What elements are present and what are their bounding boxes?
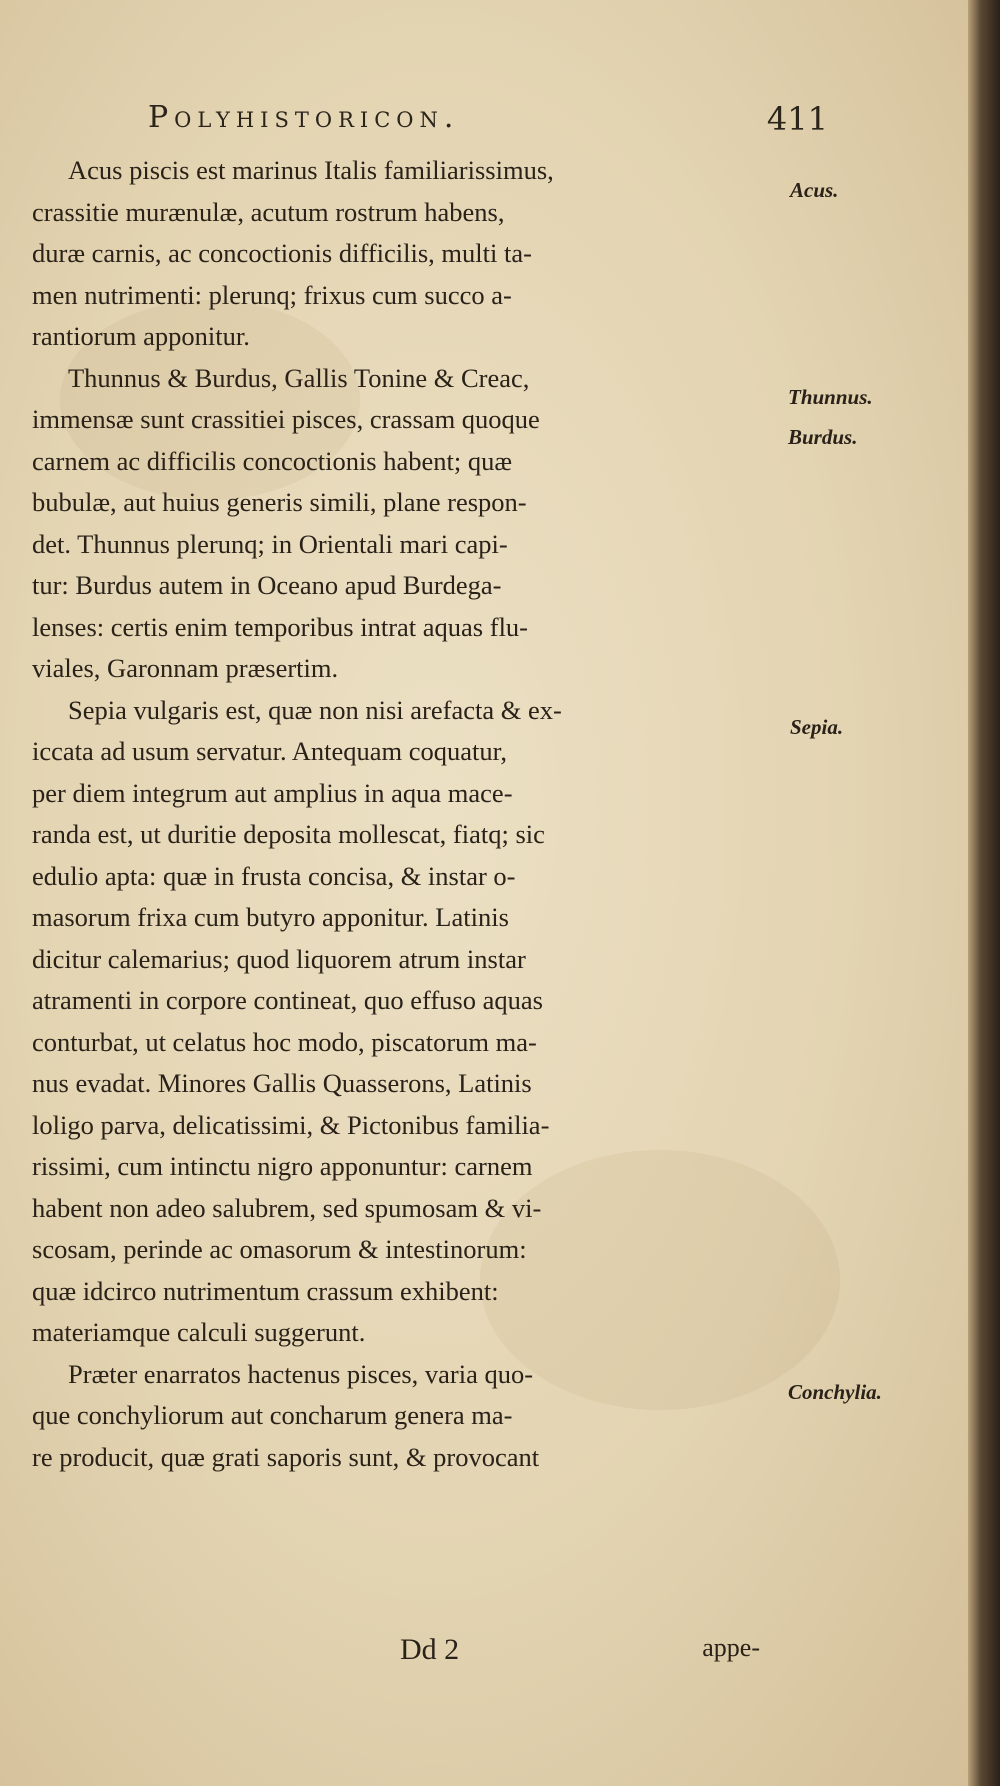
text-line: re producit, quæ grati saporis sunt, & provocant xyxy=(32,1441,540,1472)
catchword: appe- xyxy=(702,1633,760,1662)
text-line: tur: Burdus autem in Oceano apud Burdega- xyxy=(32,570,502,600)
text-line: iccata ad usum servatur. Antequam coquatur, xyxy=(32,736,508,766)
margin-note-conchylia: Conchylia. xyxy=(788,1380,882,1404)
text-line: randa est, ut duritie deposita mollescat, fiatq; sic xyxy=(32,819,545,849)
text-line: men nutrimenti: plerunq; frixus cum succo a- xyxy=(32,279,512,310)
text-line: rantiorum apponitur. xyxy=(32,321,250,351)
text-line: conturbat, ut celatus hoc modo, piscatorum ma- xyxy=(32,1026,537,1057)
text-line: masorum frixa cum butyro apponitur. Latinis xyxy=(32,902,509,932)
text-line: scosam, perinde ac omasorum & intestinorum: xyxy=(32,1234,527,1264)
text-line: atramenti in corpore contineat, quo effuso aquas xyxy=(32,985,543,1015)
text-line: edulio apta: quæ in frusta concisa, & instar o- xyxy=(32,860,516,891)
text-line: duræ carnis, ac concoctionis difficilis, multi ta- xyxy=(32,238,532,268)
text-line: materiamque calculi suggerunt. xyxy=(32,1317,366,1347)
page-number: 411 xyxy=(766,100,828,138)
text-line: per diem integrum aut amplius in aqua mace- xyxy=(32,777,513,808)
margin-note-thunnus: Thunnus. xyxy=(788,385,873,409)
signature-mark: Dd 2 xyxy=(400,1633,460,1666)
text-line: carnem ac difficilis concoctionis habent; quæ xyxy=(32,445,513,476)
text-line: crassitie murænulæ, acutum rostrum habens, xyxy=(32,196,505,227)
text-line: nus evadat. Minores Gallis Quasserons, Latinis xyxy=(32,1068,532,1098)
text-line: Thunnus & Burdus, Gallis Tonine & Creac, xyxy=(68,362,530,393)
text-line: Acus piscis est marinus Italis familiarissimus, xyxy=(68,155,554,185)
text-line: que conchyliorum aut concharum genera ma- xyxy=(32,1400,513,1430)
margin-note-sepia: Sepia. xyxy=(790,715,844,739)
text-line: immensæ sunt crassitiei pisces, crassam quoque xyxy=(32,404,540,434)
text-line: viales, Garonnam præsertim. xyxy=(32,653,339,683)
text-line: bubulæ, aut huius generis simili, plane respon- xyxy=(32,487,527,517)
text-line: habent non adeo salubrem, sed spumosam & vi- xyxy=(32,1192,542,1223)
text-line: det. Thunnus plerunq; in Orientali mari capi- xyxy=(32,528,508,559)
text-line: Præter enarratos hactenus pisces, varia quo- xyxy=(68,1358,534,1389)
text-line: lenses: certis enim temporibus intrat aquas flu- xyxy=(32,611,529,642)
main-text xyxy=(32,150,792,1478)
margin-note-acus: Acus. xyxy=(790,178,839,202)
text-line: rissimi, cum intinctu nigro apponuntur: carnem xyxy=(32,1151,533,1181)
margin-note-burdus: Burdus. xyxy=(788,425,858,449)
text-line: loligo parva, delicatissimi, & Pictonibus familia- xyxy=(32,1109,550,1140)
text-line: Sepia vulgaris est, quæ non nisi arefacta & ex- xyxy=(68,694,562,725)
page-header xyxy=(148,100,828,150)
book-binding-edge xyxy=(968,0,1000,1786)
page-footer xyxy=(400,1633,800,1678)
text-line: quæ idcirco nutrimentum crassum exhibent: xyxy=(32,1275,499,1306)
text-line: dicitur calemarius; quod liquorem atrum instar xyxy=(32,943,526,974)
running-title: Polyhistoricon. xyxy=(148,100,460,135)
